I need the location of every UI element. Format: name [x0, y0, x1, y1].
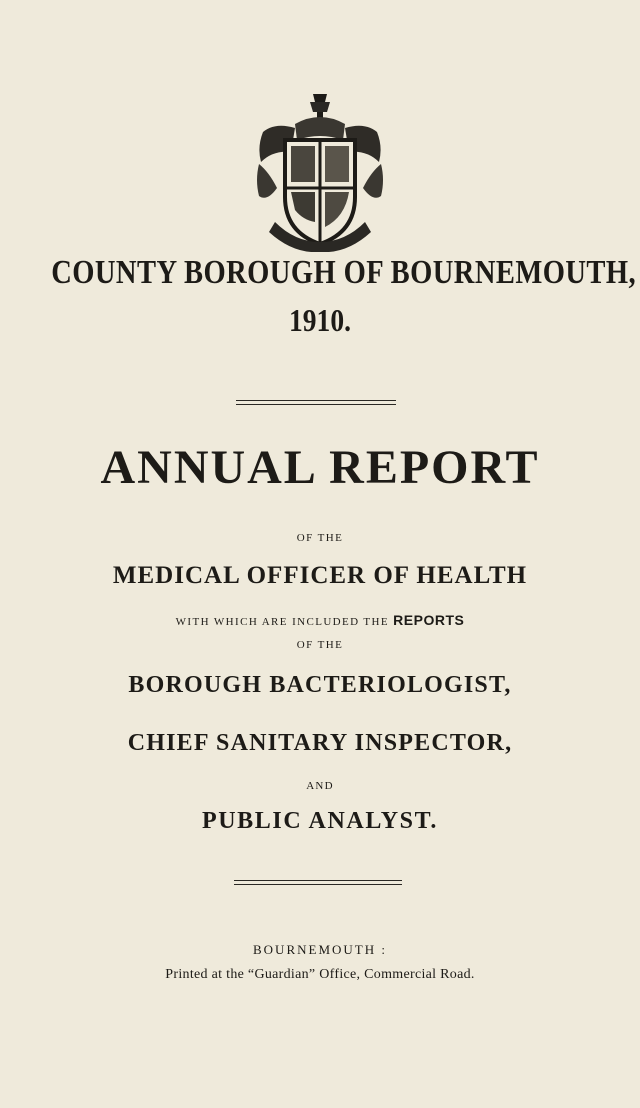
with-which-text: WITH WHICH ARE INCLUDED THE [175, 616, 390, 628]
authority-heading: COUNTY BOROUGH OF BOURNEMOUTH, [51, 254, 637, 291]
report-title: ANNUAL REPORT [100, 441, 540, 494]
divider-rule-top [236, 400, 396, 401]
officer-title: MEDICAL OFFICER OF HEALTH [112, 562, 528, 589]
and-label: AND [306, 780, 334, 792]
imprint-place: BOURNEMOUTH : [253, 942, 387, 957]
bacteriologist-title: BOROUGH BACTERIOLOGIST, [128, 672, 512, 698]
of-the-label: OF THE [296, 532, 344, 544]
included-reports-line [0, 612, 640, 628]
inspector-title: CHIEF SANITARY INSPECTOR, [127, 730, 513, 756]
divider-rule-top-second [236, 404, 396, 405]
reports-word: REPORTS [393, 612, 465, 628]
analyst-title: PUBLIC ANALYST. [201, 808, 439, 834]
report-year: 1910. [289, 302, 351, 338]
divider-rule-bottom-second [234, 884, 402, 885]
divider-rule-bottom [234, 880, 402, 881]
borough-coat-of-arms-icon [255, 92, 385, 252]
printer-imprint: Printed at the “Guardian” Office, Commercial Road. [165, 967, 475, 982]
of-the-label-second: OF THE [296, 639, 344, 651]
